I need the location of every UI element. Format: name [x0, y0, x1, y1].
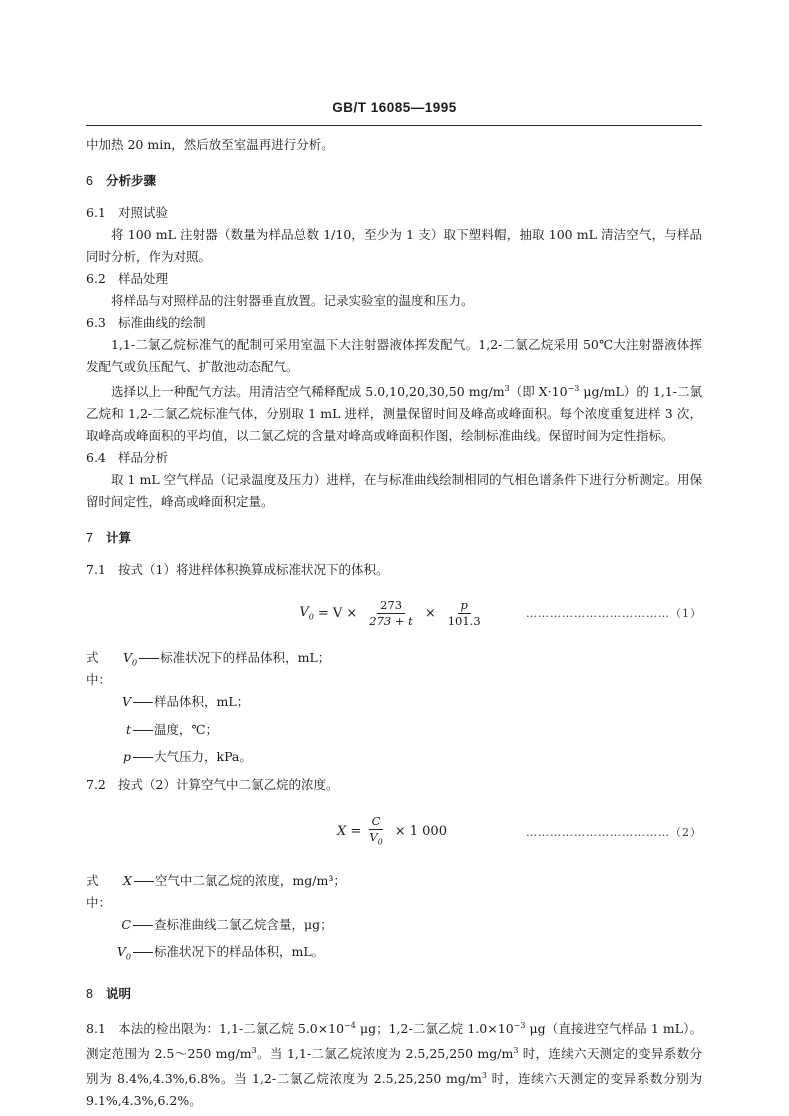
- section-6-4-heading: [86, 447, 702, 469]
- definition-text: 标准状况下的样品体积，mL；: [160, 650, 331, 666]
- section-6-1-body: 将 100 mL 注射器（数量为样品总数 1/10，至少为 1 支）取下塑料帽，抽取 100 mL 清洁空气，与样品同时分析，作为对照。: [86, 227, 702, 264]
- superscript: 3: [513, 1045, 519, 1055]
- definition-symbol: [86, 746, 131, 774]
- subsection-text: 按式（2）计算空气中二氯乙烷的浓度。: [118, 776, 339, 792]
- page-header-standard-id: GB/T 16085—1995: [332, 100, 457, 115]
- section-number: 6: [86, 174, 93, 188]
- definition-row: [86, 746, 702, 774]
- definition-text: 查标准曲线二氯乙烷含量，μg；: [154, 916, 333, 932]
- definition-text: 空气中二氯乙烷的浓度，mg/m³；: [154, 872, 346, 888]
- section-8-heading: [86, 983, 702, 1005]
- subsection-number: 6.2: [86, 271, 106, 286]
- text-run: 时，连续六天测定的变异系数分别为 9.1%,4.3%,6.2%。: [86, 1071, 702, 1109]
- superscript: 3: [481, 1070, 488, 1080]
- section-title: 分析步骤: [106, 174, 157, 188]
- text-run: 。当 1,1-二氯乙烷浓度为 2.5,25,250 mg/m: [256, 1045, 514, 1061]
- definition-row: [86, 719, 702, 747]
- formula-1: [86, 591, 702, 635]
- superscript: −3: [513, 1020, 526, 1030]
- definition-text: 标准状况下的样品体积，mL。: [154, 944, 325, 960]
- definition-symbol: [86, 914, 131, 942]
- subscript: 0: [132, 658, 138, 668]
- fraction-temperature: [366, 598, 416, 629]
- em-dash: [134, 881, 154, 882]
- subsection-number: 6.4: [86, 450, 106, 466]
- denominator: 101.3: [447, 613, 481, 628]
- definitions-label: 式中：: [86, 872, 112, 910]
- definition-row: [86, 647, 702, 691]
- text-run: 本法的检出限为：1,1-二氯乙烷 5.0×10: [118, 1020, 345, 1036]
- symbol: t: [125, 721, 131, 737]
- definition-symbol: [86, 691, 131, 719]
- subsection-title: 样品分析: [118, 450, 169, 466]
- subsection-title: 对照试验: [118, 205, 169, 220]
- symbol: V: [369, 830, 378, 844]
- subsection-text: 按式（1）将进样体积换算成标准状况下的体积。: [118, 562, 389, 578]
- text-run: （即 X·10: [509, 384, 568, 400]
- section-6-heading: [86, 170, 702, 192]
- em-dash: [133, 730, 153, 731]
- subscript: 0: [377, 837, 383, 847]
- intro-line: 中加热 20 min，然后放至室温再进行分析。: [86, 137, 334, 152]
- definition-text: 样品体积，mL；: [154, 694, 250, 710]
- section-8-1-body: [86, 1015, 702, 1112]
- subsection-number: 6.1: [86, 205, 106, 220]
- superscript: −3: [567, 384, 580, 393]
- section-7-heading: [86, 527, 702, 549]
- formula-lhs: [299, 605, 313, 622]
- document-body: [86, 134, 702, 1112]
- section-7-1-text: [86, 559, 702, 581]
- section-6-3-para-2: [86, 378, 702, 447]
- formula-operator: ×: [424, 605, 436, 621]
- definition-symbol: [123, 870, 132, 914]
- definitions-label: 式中：: [86, 650, 112, 688]
- symbol: V: [116, 944, 126, 960]
- equation-number: ………………………………（2）: [526, 825, 702, 839]
- subsection-number: 6.3: [86, 315, 106, 330]
- subsection-title: 样品处理: [118, 271, 169, 286]
- subscript: 0: [308, 612, 314, 622]
- subsection-number: 7.2: [86, 776, 106, 792]
- symbol: p: [122, 749, 131, 765]
- symbol: V: [121, 694, 131, 710]
- symbol: V: [299, 604, 309, 620]
- formula-2: [86, 810, 702, 854]
- em-dash: [133, 702, 153, 703]
- section-6-1-heading: [86, 202, 702, 224]
- em-dash: [139, 658, 159, 659]
- denominator: 273 + t: [369, 613, 413, 628]
- numerator: C: [369, 814, 384, 830]
- section-number: 8: [86, 986, 93, 1001]
- definition-symbol: [123, 647, 137, 691]
- fraction-content-volume: [366, 814, 385, 849]
- definition-row: [86, 914, 702, 942]
- section-number: 7: [86, 531, 93, 546]
- text-run: μg；1,2-二氯乙烷 1.0×10: [355, 1020, 514, 1036]
- symbol: X: [123, 872, 132, 888]
- em-dash: [133, 952, 153, 953]
- symbol: C: [121, 916, 131, 932]
- formula-1-definitions: [86, 647, 702, 774]
- text-run: 时，连续六天测定的变异系数分别为 8.4%,4.3%,6.8%。当 1,2-二氯乙烷浓度为 2.5,25,250 mg/m: [86, 1045, 702, 1087]
- definition-text: 温度，℃；: [154, 721, 218, 737]
- numerator: p: [458, 598, 471, 614]
- section-7-2-text: [86, 774, 702, 796]
- text-run: μg/mL）的 1,1-二氯乙烷和 1,2-二氯乙烷标准气体，分别取 1 mL 进样，测量保留时间及峰高或峰面积。每个浓度重复进样 3 次，取峰高或峰面积的平均值，以二氯乙烷的含量对峰高或峰面积作图，绘制标准曲线。保留时间为定性指标。: [86, 384, 702, 444]
- fraction-pressure: [445, 598, 484, 629]
- section-title: 计算: [106, 531, 132, 546]
- subsection-number: 8.1: [86, 1020, 106, 1036]
- section-6-2-heading: [86, 268, 702, 290]
- section-title: 说明: [106, 986, 132, 1001]
- definition-symbol: [86, 941, 131, 969]
- definition-row: [86, 941, 702, 969]
- section-6-2-body: 将样品与对照样品的注射器垂直放置。记录实验室的温度和压力。: [111, 293, 474, 308]
- section-6-4-body: 取 1 mL 空气样品（记录温度及压力）进样，在与标准曲线绘制相同的气相色谱条件下进行分析测定。用保留时间定性，峰高或峰面积定量。: [86, 472, 702, 510]
- subsection-number: 7.1: [86, 562, 106, 578]
- equation-number: ………………………………（1）: [526, 607, 702, 621]
- formula-operator: × 1 000: [394, 824, 447, 840]
- numerator: 273: [377, 598, 405, 614]
- superscript: 3: [251, 1045, 257, 1055]
- subscript: 0: [125, 952, 131, 962]
- superscript: 3: [504, 384, 510, 393]
- definition-symbol: [86, 719, 131, 747]
- header-rule: [86, 125, 702, 126]
- section-6-3-para-1: 1,1-二氯乙烷标准气的配制可采用室温下大注射器液体挥发配气。1,2-二氯乙烷采用 50℃大注射器液体挥发配气或负压配气、扩散池动态配气。: [86, 337, 702, 374]
- definition-text: 大气压力，kPa。: [154, 749, 252, 765]
- definition-row: [86, 870, 702, 914]
- denominator: [366, 830, 385, 849]
- definition-row: [86, 691, 702, 719]
- text-run: 选择以上一种配气方法。用清洁空气稀释配成 5.0,10,20,30,50 mg/m: [111, 384, 505, 400]
- section-6-3-heading: [86, 312, 702, 334]
- em-dash: [133, 925, 153, 926]
- formula-2-definitions: [86, 870, 702, 969]
- text-run: μg（直接进空气样品 1 mL）。测定范围为 2.5～250 mg/m: [86, 1020, 702, 1061]
- symbol: V: [123, 650, 133, 666]
- subsection-title: 标准曲线的绘制: [118, 315, 206, 330]
- em-dash: [133, 757, 153, 758]
- formula-operator: = V ×: [317, 605, 358, 621]
- formula-lhs: X =: [337, 824, 362, 840]
- superscript: −4: [344, 1020, 356, 1030]
